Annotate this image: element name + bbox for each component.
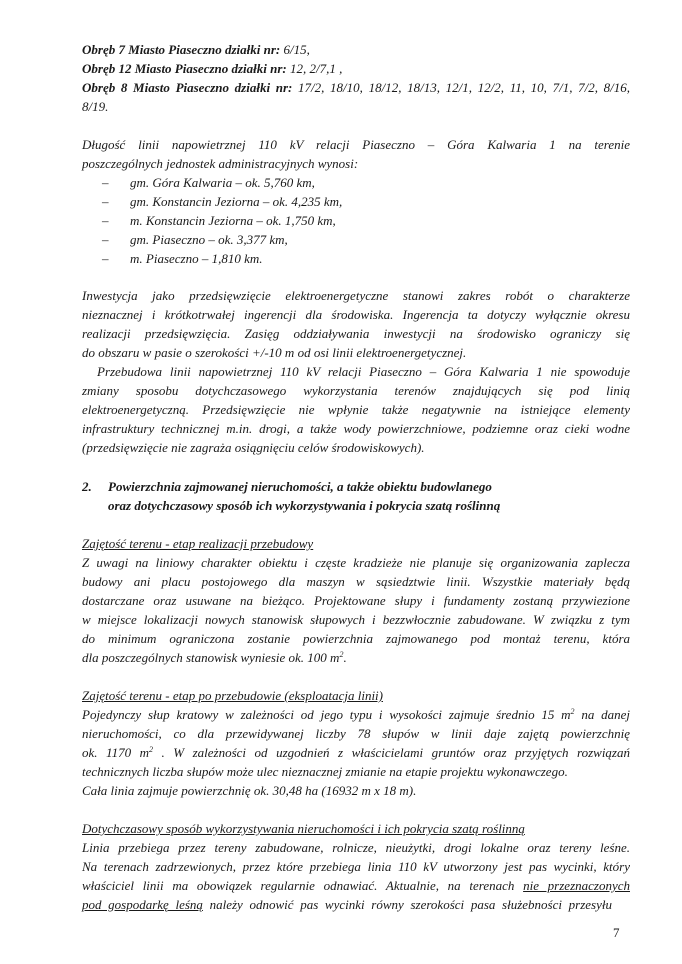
text: . bbox=[343, 650, 347, 665]
paragraph-line: Z uwagi na liniowy charakter obiektu i częste kradzieże nie planuje się organizowania zaplecza bbox=[82, 555, 630, 570]
paragraph-line: Na terenach zadrzewionych, przez które przebiega linia 110 kV utworzony jest pas wycinki, który bbox=[82, 859, 630, 874]
list-item bbox=[102, 249, 263, 268]
subsection-heading: Dotychczasowy sposób wykorzystywania nieruchomości i ich pokrycia szatą roślinną bbox=[82, 821, 525, 836]
paragraph-line bbox=[82, 876, 630, 895]
obreb-label: Obręb 7 Miasto Piaseczno działki nr: bbox=[82, 42, 281, 57]
dlugosc-line: Długość linii napowietrznej 110 kV relacji Piaseczno – Góra Kalwaria 1 na terenie bbox=[82, 137, 630, 152]
bullet-dash: – bbox=[102, 251, 109, 266]
obreb-12-line bbox=[82, 59, 630, 78]
page-number: 7 bbox=[613, 925, 620, 940]
underlined-text: pod gospodarkę leśną bbox=[82, 897, 203, 912]
obreb-8-continuation: 8/19. bbox=[82, 99, 109, 114]
obreb-value: 12, 2/7,1 , bbox=[286, 61, 343, 76]
paragraph-line: nieruchomości, co dla przewidywanej liczby 78 słupów w linii daje zajętą powierzchnię bbox=[82, 726, 630, 741]
dlugosc-line: poszczególnych jednostek administracyjnych wynosi: bbox=[82, 156, 359, 171]
paragraph-line: (przedsięwzięcie nie zagraża osiągnięciu celów środowiskowych). bbox=[82, 440, 425, 455]
paragraph-line: nieznacznej i krótkotrwałej ingerencji dla środowiska. Ingerencja ta dotyczy wyłącznie okresu bbox=[82, 307, 630, 322]
paragraph-line: dostarczane oraz usuwane na bieżąco. Projektowane słupy i fundamenty zostaną przywiezione bbox=[82, 593, 630, 608]
list-item-text: gm. Góra Kalwaria – ok. 5,760 km, bbox=[130, 175, 315, 190]
obreb-7-line bbox=[82, 40, 630, 59]
text: ok. 1170 m bbox=[82, 745, 149, 760]
text: dla poszczególnych stanowisk wyniesie ok. 100 m bbox=[82, 650, 340, 665]
paragraph-line: elektroenergetyczną. Przedsięwzięcie nie wpłynie także negatywnie na istniejące elementy bbox=[82, 402, 630, 417]
text: Pojedynczy słup kratowy w zależności od jego typu i wysokości zajmuje średnio 15 m bbox=[82, 707, 571, 722]
paragraph-line bbox=[82, 895, 612, 914]
paragraph-line: Inwestycja jako przedsięwzięcie elektroenergetyczne stanowi zakres robót o charakterze bbox=[82, 288, 630, 303]
list-item bbox=[102, 173, 315, 192]
underlined-text: nie przeznaczonych bbox=[523, 878, 630, 893]
bullet-dash: – bbox=[102, 175, 109, 190]
paragraph-line bbox=[82, 648, 630, 667]
superscript: 2 bbox=[339, 650, 344, 659]
paragraph-line: technicznych liczba słupów może ulec nieznacznej zmianie na etapie projektu wykonawczego. bbox=[82, 764, 568, 779]
paragraph-line: do minimum ograniczona zostanie powierzchnia zajmowanego pod montaż terenu, która bbox=[82, 631, 630, 646]
superscript: 2 bbox=[570, 707, 575, 716]
text: należy odnowić pas wycinki równy szerokości pasa służebności przesyłu bbox=[202, 897, 612, 912]
obreb-value: 6/15, bbox=[280, 42, 310, 57]
list-item bbox=[102, 211, 336, 230]
obreb-value: 17/2, 18/10, 18/12, 18/13, 12/1, 12/2, 11, 10, 7/1, 7/2, 8/16, bbox=[292, 80, 630, 95]
paragraph-line: infrastruktury technicznej m.in. drogi, a także wody powierzchniowe, podziemne oraz cieki wodne bbox=[82, 421, 630, 436]
obreb-8-line bbox=[82, 78, 630, 97]
bullet-dash: – bbox=[102, 194, 109, 209]
subsection-heading: Zajętość terenu - etap realizacji przebudowy bbox=[82, 536, 314, 551]
paragraph-line: budowy ani placu postojowego dla maszyn w sąsiedztwie linii. Wszystkie materiały będą bbox=[82, 574, 630, 589]
obreb-label: Obręb 8 Miasto Piaseczno działki nr: bbox=[82, 80, 293, 95]
bullet-dash: – bbox=[102, 232, 109, 247]
superscript: 2 bbox=[148, 745, 153, 754]
text: na danej bbox=[574, 707, 630, 722]
paragraph-line: zmiany sposobu dotychczasowego wykorzystania terenów znajdujących się pod linią bbox=[82, 383, 630, 398]
list-item-text: gm. Konstancin Jeziorna – ok. 4,235 km, bbox=[130, 194, 343, 209]
paragraph-line: Linia przebiega przez tereny zabudowane, rolnicze, nieużytki, drogi lokalne oraz tereny leśne. bbox=[82, 840, 630, 855]
paragraph-line bbox=[82, 705, 630, 724]
bullet-dash: – bbox=[102, 213, 109, 228]
section-title: Powierzchnia zajmowanej nieruchomości, a także obiektu budowlanego bbox=[108, 479, 492, 494]
section-number: 2. bbox=[82, 479, 92, 494]
list-item-text: m. Piaseczno – 1,810 km. bbox=[130, 251, 263, 266]
section-title: oraz dotychczasowy sposób ich wykorzystywania i pokrycia szatą roślinną bbox=[108, 498, 501, 513]
paragraph-line: w miejsce lokalizacji nowych stanowisk słupowych i bezzwłocznie zabudowane. W związku z tym bbox=[82, 612, 630, 627]
obreb-label: Obręb 12 Miasto Piaseczno działki nr: bbox=[82, 61, 287, 76]
paragraph-line: Przebudowa linii napowietrznej 110 kV relacji Piaseczno – Góra Kalwaria 1 nie spowoduje bbox=[97, 364, 630, 379]
text: . W zależności od uzgodnień z właścicielami gruntów oraz przyjętych rozwiązań bbox=[152, 745, 630, 760]
text: właściciel linii ma obowiązek regularnie odnawiać. Aktualnie, na terenach bbox=[82, 878, 524, 893]
paragraph-line: Cała linia zajmuje powierzchnię ok. 30,48 ha (16932 m x 18 m). bbox=[82, 783, 417, 798]
list-item bbox=[102, 192, 342, 211]
subsection-heading: Zajętość terenu - etap po przebudowie (eksploatacja linii) bbox=[82, 688, 383, 703]
paragraph-line: realizacji przedsięwzięcia. Zasięg oddziaływania inwestycji na środowisko ograniczy się bbox=[82, 326, 630, 341]
list-item bbox=[102, 230, 288, 249]
paragraph-line: do obszaru w pasie o szerokości +/-10 m od osi linii elektroenergetycznej. bbox=[82, 345, 467, 360]
list-item-text: m. Konstancin Jeziorna – ok. 1,750 km, bbox=[130, 213, 336, 228]
paragraph-line bbox=[82, 743, 630, 762]
list-item-text: gm. Piaseczno – ok. 3,377 km, bbox=[130, 232, 288, 247]
